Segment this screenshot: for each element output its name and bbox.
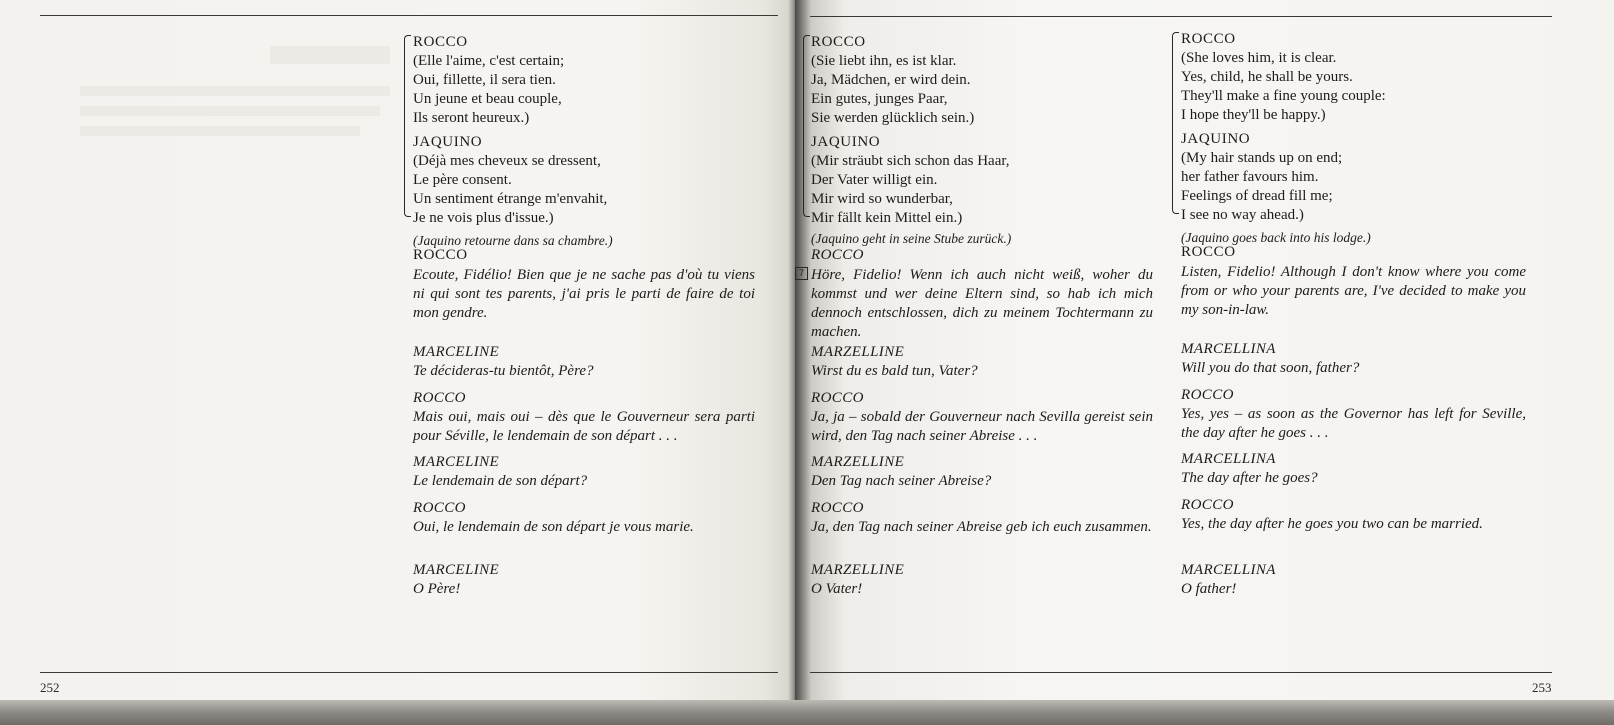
- verse-line: Je ne vois plus d'issue.): [413, 210, 554, 226]
- page-number-right: 253: [1532, 680, 1552, 695]
- verse-line: Le père consent.: [413, 172, 512, 188]
- speaker-marcellina: MARCELLINA: [1181, 341, 1276, 357]
- verse-line: (She loves him, it is clear.: [1181, 50, 1337, 66]
- speaker-rocco: ROCCO: [1181, 244, 1236, 260]
- bottom-rule-right: [810, 672, 1552, 673]
- verse-line: Oui, fillette, il sera tien.: [413, 72, 556, 88]
- stage-direction: (Jaquino geht in seine Stube zurück.): [811, 231, 1012, 246]
- speaker-rocco: ROCCO: [413, 34, 468, 50]
- verse-brace: [803, 35, 810, 217]
- dialogue-text: Wirst du es bald tun, Vater?: [811, 363, 978, 379]
- rehearsal-number-marker: 7: [795, 267, 808, 280]
- dialogue-text: Ja, den Tag nach seiner Abreise geb ich euch zusammen.: [811, 519, 1152, 535]
- verse-line: (Déjà mes cheveux se dressent,: [413, 153, 601, 169]
- dialogue-text: Yes, the day after he goes you two can be married.: [1181, 516, 1483, 532]
- left-page: [0, 0, 795, 725]
- dialogue-text: The day after he goes?: [1181, 470, 1318, 486]
- verse-line: (Mir sträubt sich schon das Haar,: [811, 153, 1010, 169]
- dialogue-text: Ja, ja – sobald der Gouverneur nach Sevilla gereist sein wird, den Tag nach seiner Abreise . . .: [811, 409, 1153, 444]
- verse-line: Ein gutes, junges Paar,: [811, 91, 948, 107]
- speaker-marceline: MARCELINE: [413, 562, 500, 578]
- verse-line: Ja, Mädchen, er wird dein.: [811, 72, 971, 88]
- verse-line: Ils seront heureux.): [413, 110, 530, 126]
- top-rule-right: [810, 16, 1552, 17]
- verse-line: I hope they'll be happy.): [1181, 107, 1326, 123]
- speaker-marceline: MARCELINE: [413, 454, 500, 470]
- speaker-jaquino: JAQUINO: [1181, 131, 1251, 147]
- verse-line: (Elle l'aime, c'est certain;: [413, 53, 565, 69]
- speaker-rocco: ROCCO: [1181, 387, 1234, 403]
- dialogue-text: Höre, Fidelio! Wenn ich auch nicht weiß, woher du kommst und wer deine Eltern sind, so hab ich mich dennoch entschlossen, dich zu meinem Tochtermann zu machen.: [811, 267, 1153, 340]
- stage-direction: (Jaquino retourne dans sa chambre.): [413, 233, 613, 248]
- verse-line: Mir fällt kein Mittel ein.): [811, 210, 963, 226]
- show-through-left: [40, 40, 400, 660]
- speaker-rocco: ROCCO: [811, 390, 864, 406]
- verse-brace: [1172, 32, 1179, 214]
- verse-line: Mir wird so wunderbar,: [811, 191, 953, 207]
- verse-line: Yes, child, he shall be yours.: [1181, 69, 1353, 85]
- dialogue-text: Yes, yes – as soon as the Governor has left for Seville, the day after he goes . . .: [1181, 406, 1526, 441]
- dialogue-text: Den Tag nach seiner Abreise?: [811, 473, 992, 489]
- speaker-marzelline: MARZELLINE: [811, 454, 905, 470]
- dialogue-text: Te décideras-tu bientôt, Père?: [413, 363, 594, 379]
- speaker-rocco: ROCCO: [413, 247, 468, 263]
- verse-line: her father favours him.: [1181, 169, 1319, 185]
- verse-line: Un jeune et beau couple,: [413, 91, 562, 107]
- speaker-marzelline: MARZELLINE: [811, 562, 905, 578]
- verse-line: (My hair stands up on end;: [1181, 150, 1343, 166]
- verse-line: Der Vater willigt ein.: [811, 172, 938, 188]
- dialogue-text: O Père!: [413, 581, 461, 597]
- dialogue-text: Listen, Fidelio! Although I don't know where you come from or who your parents are, I've decided to make you my son-in-law.: [1181, 264, 1526, 318]
- verse-line: They'll make a fine young couple:: [1181, 88, 1386, 104]
- verse-line: (Sie liebt ihn, es ist klar.: [811, 53, 957, 69]
- speaker-rocco: ROCCO: [413, 390, 466, 406]
- right-page: [795, 0, 1614, 725]
- top-rule-left: [40, 15, 778, 16]
- speaker-jaquino: JAQUINO: [811, 134, 881, 150]
- dialogue-text: Oui, le lendemain de son départ je vous marie.: [413, 519, 694, 535]
- verse-line: Un sentiment étrange m'envahit,: [413, 191, 608, 207]
- dialogue-text: Le lendemain de son départ?: [413, 473, 588, 489]
- stage-direction: (Jaquino goes back into his lodge.): [1181, 230, 1371, 245]
- speaker-rocco: ROCCO: [1181, 31, 1236, 47]
- verse-brace: [404, 35, 411, 217]
- speaker-marcellina: MARCELLINA: [1181, 451, 1276, 467]
- bottom-rule-left: [40, 672, 778, 673]
- speaker-rocco: ROCCO: [413, 500, 466, 516]
- speaker-rocco: ROCCO: [811, 247, 864, 263]
- dialogue-text: Will you do that soon, father?: [1181, 360, 1360, 376]
- speaker-rocco: ROCCO: [811, 34, 866, 50]
- speaker-marcellina: MARCELLINA: [1181, 562, 1276, 578]
- page-number-left: 252: [40, 680, 60, 695]
- speaker-rocco: ROCCO: [811, 500, 864, 516]
- speaker-rocco: ROCCO: [1181, 497, 1234, 513]
- verse-line: I see no way ahead.): [1181, 207, 1304, 223]
- verse-line: Sie werden glücklich sein.): [811, 110, 975, 126]
- speaker-marceline: MARCELINE: [413, 344, 500, 360]
- speaker-marzelline: MARZELLINE: [811, 344, 905, 360]
- dialogue-text: O father!: [1181, 581, 1237, 597]
- dialogue-text: Mais oui, mais oui – dès que le Gouverneur sera parti pour Séville, le lendemain de son départ . . .: [413, 409, 755, 444]
- page-edge-shadow: [0, 700, 1614, 725]
- speaker-jaquino: JAQUINO: [413, 134, 483, 150]
- dialogue-text: O Vater!: [811, 581, 863, 597]
- dialogue-text: Ecoute, Fidélio! Bien que je ne sache pas d'où tu viens ni qui sont tes parents, j'ai pris le parti de faire de toi mon gendre.: [413, 267, 755, 321]
- verse-line: Feelings of dread fill me;: [1181, 188, 1333, 204]
